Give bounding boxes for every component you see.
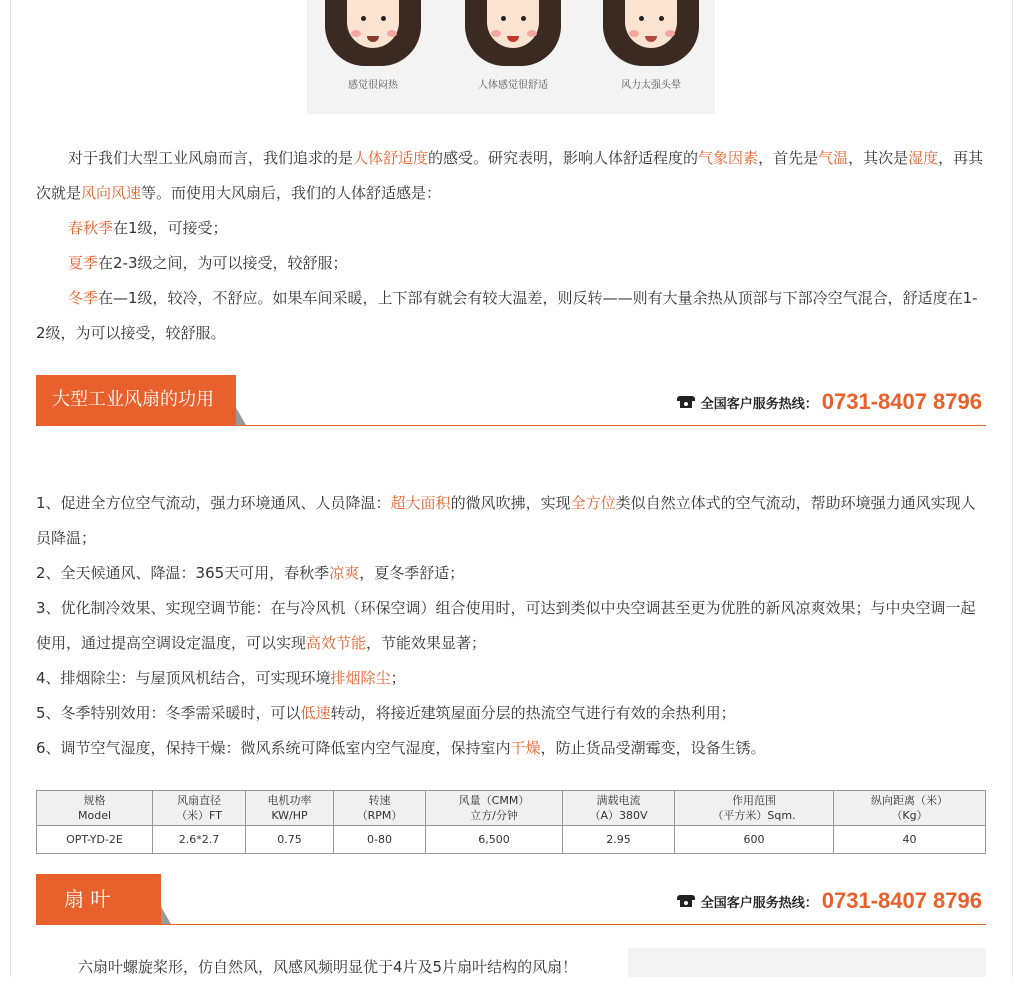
spring-comfort-line: 春秋季在1级，可接受；	[68, 219, 228, 237]
table-cell: 0-80	[334, 826, 426, 854]
spec-table	[36, 790, 986, 854]
spec-header-cell: 风扇直径 （米）FT	[153, 791, 246, 826]
spec-header-cell: 纵向距离（米） （Kg）	[834, 791, 986, 826]
section-title-functions: 大型工业风扇的功用	[36, 375, 236, 425]
function-item-3: 3、优化制冷效果、实现空调节能：在与冷风机（环保空调）组合使用时，可达到类似中央空调甚至更为优胜的新风凉爽效果；与中央空调一起使用，通过提高空调设定温度，可以实现高效节能，节能效果显著；	[36, 599, 976, 652]
spec-header-cell: 规格 Model	[37, 791, 153, 826]
hotline-label: 全国客户服务热线：	[700, 396, 818, 412]
function-item-4: 4、排烟除尘：与屋顶风机结合，可实现环境排烟除尘；	[36, 669, 406, 687]
dizzy-face-image	[603, 0, 699, 66]
section-header-blades	[36, 874, 986, 925]
function-item-5: 5、冬季特别效用：冬季需采暖时，可以低速转动，将接近建筑屋面分层的热流空气进行有效的余热利用；	[36, 704, 736, 722]
spec-header-cell: 转速 （RPM）	[334, 791, 426, 826]
summer-comfort-line: 夏季在2-3级之间，为可以接受，较舒服；	[68, 254, 348, 272]
section-title-blades: 扇 叶	[36, 874, 161, 924]
table-row	[37, 826, 986, 854]
table-cell: 600	[675, 826, 834, 854]
phone-icon	[677, 396, 695, 408]
hotline-number: 0731-8407 8796	[821, 389, 982, 414]
hot-face-image	[325, 0, 421, 66]
spec-header-cell: 作用范围 （平方米）Sqm.	[675, 791, 834, 826]
hotline-label: 全国客户服务热线：	[700, 895, 818, 911]
table-cell: 0.75	[246, 826, 334, 854]
hotline-number: 0731-8407 8796	[821, 888, 982, 913]
hotline	[677, 886, 982, 916]
function-item-2: 2、全天候通风、降温：365天可用，春秋季凉爽，夏冬季舒适；	[36, 564, 465, 582]
spec-header-cell: 风量（CMM） 立方/分钟	[426, 791, 563, 826]
blade-description: 六扇叶螺旋桨形，仿自然风，风感风频明显优于4片及5片扇叶结构的风扇！	[78, 958, 578, 976]
phone-icon	[677, 895, 695, 907]
comfortable-face-image	[465, 0, 561, 66]
table-cell: 2.6*2.7	[153, 826, 246, 854]
spec-header-row	[37, 791, 986, 826]
function-item-1: 1、促进全方位空气流动，强力环境通风、人员降温：超大面积的微风吹拂，实现全方位类似自然立体式的空气流动，帮助环境强力通风实现人员降温；	[36, 494, 976, 547]
table-cell: 40	[834, 826, 986, 854]
intro-paragraph: 对于我们大型工业风扇而言，我们追求的是人体舒适度的感受。研究表明，影响人体舒适程度的气象因素，首先是气温，其次是湿度，再其次就是风向风速等。而使用大风扇后，我们的人体舒适感是：	[36, 149, 984, 202]
hotline	[677, 387, 982, 417]
function-item-6: 6、调节空气湿度，保持干燥：微风系统可降低室内空气湿度，保持室内干燥，防止货品受潮霉变，设备生锈。	[36, 739, 766, 757]
spec-header-cell: 满载电流 （A）380V	[563, 791, 675, 826]
table-cell: OPT-YD-2E	[37, 826, 153, 854]
table-cell: 6,500	[426, 826, 563, 854]
winter-comfort-line: 冬季在—1级，较冷，不舒应。如果车间采暖，上下部有就会有较大温差，则反转——则有大量余热从顶部与下部冷空气混合，舒适度在1-2级，为可以接受，较舒服。	[36, 289, 978, 342]
section-header-functions	[36, 375, 986, 426]
table-cell: 2.95	[563, 826, 675, 854]
spec-header-cell: 电机功率 KW/HP	[246, 791, 334, 826]
blade-image	[628, 948, 986, 977]
caption-comfortable: 人体感觉很舒适	[478, 80, 548, 91]
caption-dizzy: 风力太强头晕	[621, 80, 681, 91]
comfort-illustration	[307, 0, 715, 114]
caption-hot: 感觉很闷热	[348, 80, 398, 91]
